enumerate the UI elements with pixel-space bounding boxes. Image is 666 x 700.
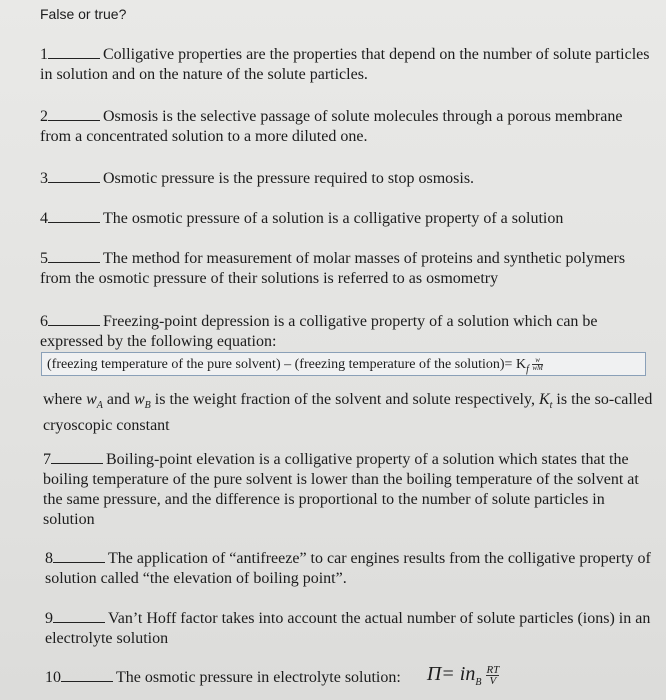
question-text: Osmosis is the selective passage of solute molecules through a porous membrane from a concentrated solution to a more diluted one. — [40, 108, 623, 145]
question-1 — [40, 44, 655, 85]
question-number: 4 — [40, 210, 48, 227]
note-wb: w — [133, 391, 145, 408]
question-number: 10 — [45, 669, 61, 687]
osmotic-pressure-formula — [427, 664, 499, 693]
question-number: 7 — [43, 451, 51, 468]
worksheet-title: False or true? — [40, 6, 127, 22]
fraction-denominator-molar: M — [537, 364, 543, 373]
question-8 — [45, 548, 653, 589]
question-number: 5 — [40, 250, 48, 267]
note-wa-sub: A — [96, 400, 103, 412]
question-7 — [43, 449, 653, 530]
note-wa: w — [86, 391, 97, 408]
question-3 — [40, 168, 655, 189]
note-rest1: is the weight fraction of the solvent and solute respectively, — [154, 391, 535, 408]
note-kt: K — [538, 391, 550, 408]
note-and: and — [106, 391, 130, 408]
question-number: 9 — [45, 610, 53, 627]
formula-sub: B — [475, 677, 482, 688]
formula-eq: = in — [441, 663, 476, 685]
question-number: 3 — [40, 170, 48, 187]
answer-blank[interactable] — [48, 106, 100, 121]
equation-right: (freezing temperature of the solution) — [294, 357, 505, 372]
formula-denominator: V — [489, 674, 497, 687]
answer-blank[interactable] — [61, 667, 113, 682]
question-text: Boiling-point elevation is a colligative property of a solution which states that the boiling temperature of the pure solvent is lower than the boiling temperature of the solvent at the same pressure, and the difference is proportional to the number of solute particles in solution — [43, 451, 639, 528]
fraction-denominator: w — [532, 364, 538, 373]
question-text: The osmotic pressure in electrolyte solution: — [116, 669, 401, 687]
answer-blank[interactable] — [48, 311, 100, 326]
equation-left: (freezing temperature of the pure solvent) — [47, 357, 281, 372]
question-number: 1 — [40, 46, 48, 63]
fraction-numerator: w — [532, 357, 543, 365]
question-4 — [40, 208, 655, 229]
question-6 — [40, 311, 655, 352]
note-rest2: is the so-called cryoscopic constant — [43, 391, 653, 435]
answer-blank[interactable] — [48, 208, 100, 223]
answer-blank[interactable] — [53, 608, 105, 623]
equation-minus: – — [284, 357, 292, 372]
question-number: 8 — [45, 550, 53, 567]
question-text: Van’t Hoff factor takes into account the actual number of solute particles (ions) in an electrolyte solution — [45, 610, 651, 647]
equation-fraction — [532, 357, 543, 372]
question-6-note — [43, 390, 653, 436]
question-text: The application of “antifreeze” to car engines results from the colligative property of solution called “the elevation of boiling point”. — [45, 550, 651, 587]
question-number: 6 — [40, 313, 48, 330]
question-text: Freezing-point depression is a colligative property of a solution which can be expressed by the following equation: — [40, 313, 598, 350]
equation-equals: = K — [504, 357, 527, 372]
question-number: 2 — [40, 108, 48, 125]
formula-fraction — [486, 665, 499, 686]
question-5 — [40, 248, 655, 289]
answer-blank[interactable] — [48, 168, 100, 183]
answer-blank[interactable] — [53, 548, 105, 563]
question-text: Osmotic pressure is the pressure required to stop osmosis. — [103, 170, 475, 187]
freezing-point-equation — [41, 352, 646, 376]
equation-k-sub: f — [526, 363, 529, 375]
question-10 — [45, 664, 657, 694]
note-where: where — [43, 391, 83, 408]
question-9 — [45, 608, 657, 649]
question-2 — [40, 106, 655, 147]
note-wb-sub: B — [144, 400, 151, 412]
formula-numerator: RT — [486, 663, 500, 676]
question-text: The osmotic pressure of a solution is a colligative property of a solution — [103, 210, 564, 227]
answer-blank[interactable] — [51, 449, 103, 464]
question-text: The method for measurement of molar masses of proteins and synthetic polymers from the osmotic pressure of their solutions is referred to as osmometry — [40, 250, 626, 287]
answer-blank[interactable] — [48, 44, 100, 59]
formula-pi: Π — [426, 663, 442, 685]
question-text: Colligative properties are the properties that depend on the number of solute particles in solution and on the nature of the solute particles. — [40, 46, 650, 83]
note-kt-sub: t — [549, 400, 553, 412]
answer-blank[interactable] — [48, 248, 100, 263]
